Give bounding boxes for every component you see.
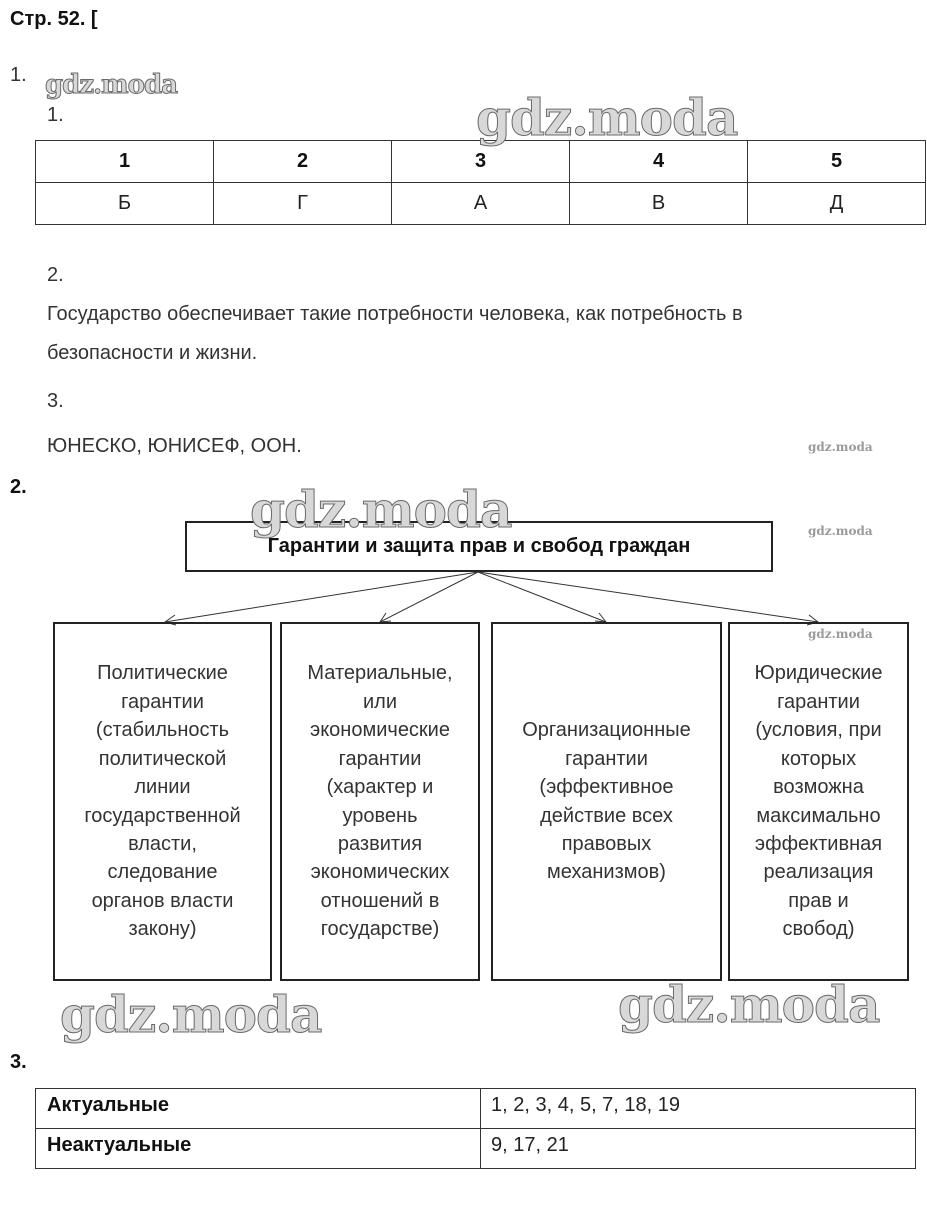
diagram-box-political: [53, 622, 272, 981]
box-line: (эффективное: [539, 776, 674, 799]
box-line: которых: [780, 747, 857, 770]
table-value-cell: 9, 17, 21: [481, 1129, 916, 1169]
box-line: следование: [107, 861, 218, 884]
watermark-logo: gdz.moda: [808, 524, 873, 538]
watermark-logo: gdz.moda: [808, 440, 873, 454]
table-label-cell: Неактуальные: [36, 1129, 481, 1169]
watermark-logo: gdz.moda: [476, 88, 738, 147]
box-line: гарантии: [338, 747, 422, 770]
box-line: эффективная: [754, 832, 883, 855]
watermark-logo: gdz.moda: [618, 975, 880, 1034]
table-cell: Д: [748, 183, 926, 225]
watermark-logo: gdz.moda: [60, 985, 322, 1044]
table-cell: Б: [36, 183, 214, 225]
task-1-2-line-2: безопасности и жизни.: [47, 342, 258, 364]
watermark-logo: gdz.moda: [808, 627, 873, 641]
table-header-cell: 2: [214, 141, 392, 183]
diagram-box-text: [84, 659, 240, 943]
box-line: механизмов): [547, 861, 666, 884]
arrow-head-3: [595, 613, 606, 622]
box-line: отношений в: [320, 889, 440, 912]
box-line: гарантии: [565, 747, 648, 770]
table-header-cell: 5: [748, 141, 926, 183]
box-line: (условия, при: [755, 719, 882, 742]
task-3-number: 3.: [10, 1051, 27, 1073]
page-title: Стр. 52. [: [10, 8, 98, 30]
arrow-line-4: [478, 572, 818, 622]
box-line: действие всех: [540, 804, 673, 827]
task-2-number: 2.: [10, 476, 27, 498]
table-header-cell: 4: [570, 141, 748, 183]
table-row: [36, 1129, 916, 1169]
table-label-cell: Актуальные: [36, 1089, 481, 1129]
table-cell: Г: [214, 183, 392, 225]
box-line: экономические: [310, 719, 450, 742]
task-1-number: 1.: [10, 64, 27, 86]
diagram-box-economic: [280, 622, 480, 981]
box-line: государстве): [320, 918, 440, 941]
box-line: (стабильность: [95, 719, 230, 742]
box-line: экономических: [310, 861, 450, 884]
box-line: Политические: [97, 662, 228, 685]
diagram-main-label: Гарантии и защита прав и свобод граждан: [267, 535, 691, 558]
task-1-2-line-1: Государство обеспечивает такие потребности человека, как потребность в: [47, 303, 743, 325]
relevance-table: [35, 1088, 916, 1169]
diagram-box-legal: [728, 622, 909, 981]
box-line: возможна: [773, 776, 864, 799]
table-header-cell: 1: [36, 141, 214, 183]
box-line: Юридические: [754, 662, 883, 685]
box-line: органов власти: [91, 889, 234, 912]
diagram-box-text: [522, 716, 691, 886]
diagram-box-text: [755, 659, 883, 943]
box-line: закону): [128, 918, 197, 941]
box-line: гарантии: [777, 690, 860, 713]
table-cell: В: [570, 183, 748, 225]
box-line: власти,: [128, 832, 197, 855]
box-line: (характер и: [326, 776, 434, 799]
table-cell: А: [392, 183, 570, 225]
watermark-logo: gdz.moda: [250, 480, 512, 539]
table-value-cell: 1, 2, 3, 4, 5, 7, 18, 19: [481, 1089, 916, 1129]
box-line: развития: [337, 832, 423, 855]
box-line: правовых: [561, 832, 652, 855]
task-1-3-text: ЮНЕСКО, ЮНИСЕФ, ООН.: [47, 435, 302, 457]
box-line: или: [362, 690, 397, 713]
box-line: Организационные: [522, 719, 691, 742]
diagram-box-organizational: [491, 622, 722, 981]
box-line: Материальные,: [307, 662, 453, 685]
table-row: [36, 1089, 916, 1129]
box-line: линии: [134, 776, 191, 799]
box-line: максимально: [756, 804, 881, 827]
task-1-1-number: 1.: [47, 104, 64, 126]
table-header-cell: 3: [392, 141, 570, 183]
box-line: политической: [98, 747, 227, 770]
box-line: гарантии: [121, 690, 204, 713]
arrow-line-1: [165, 572, 478, 622]
arrow-line-3: [478, 572, 606, 622]
task-1-3-number: 3.: [47, 390, 64, 412]
box-line: реализация: [763, 861, 874, 884]
box-line: государственной: [84, 804, 241, 827]
watermark-logo: gdz.moda: [45, 70, 178, 100]
box-line: уровень: [342, 804, 418, 827]
box-line: свобод): [782, 918, 855, 941]
task-1-2-number: 2.: [47, 264, 64, 286]
diagram-box-text: [307, 659, 452, 943]
box-line: прав и: [788, 889, 849, 912]
